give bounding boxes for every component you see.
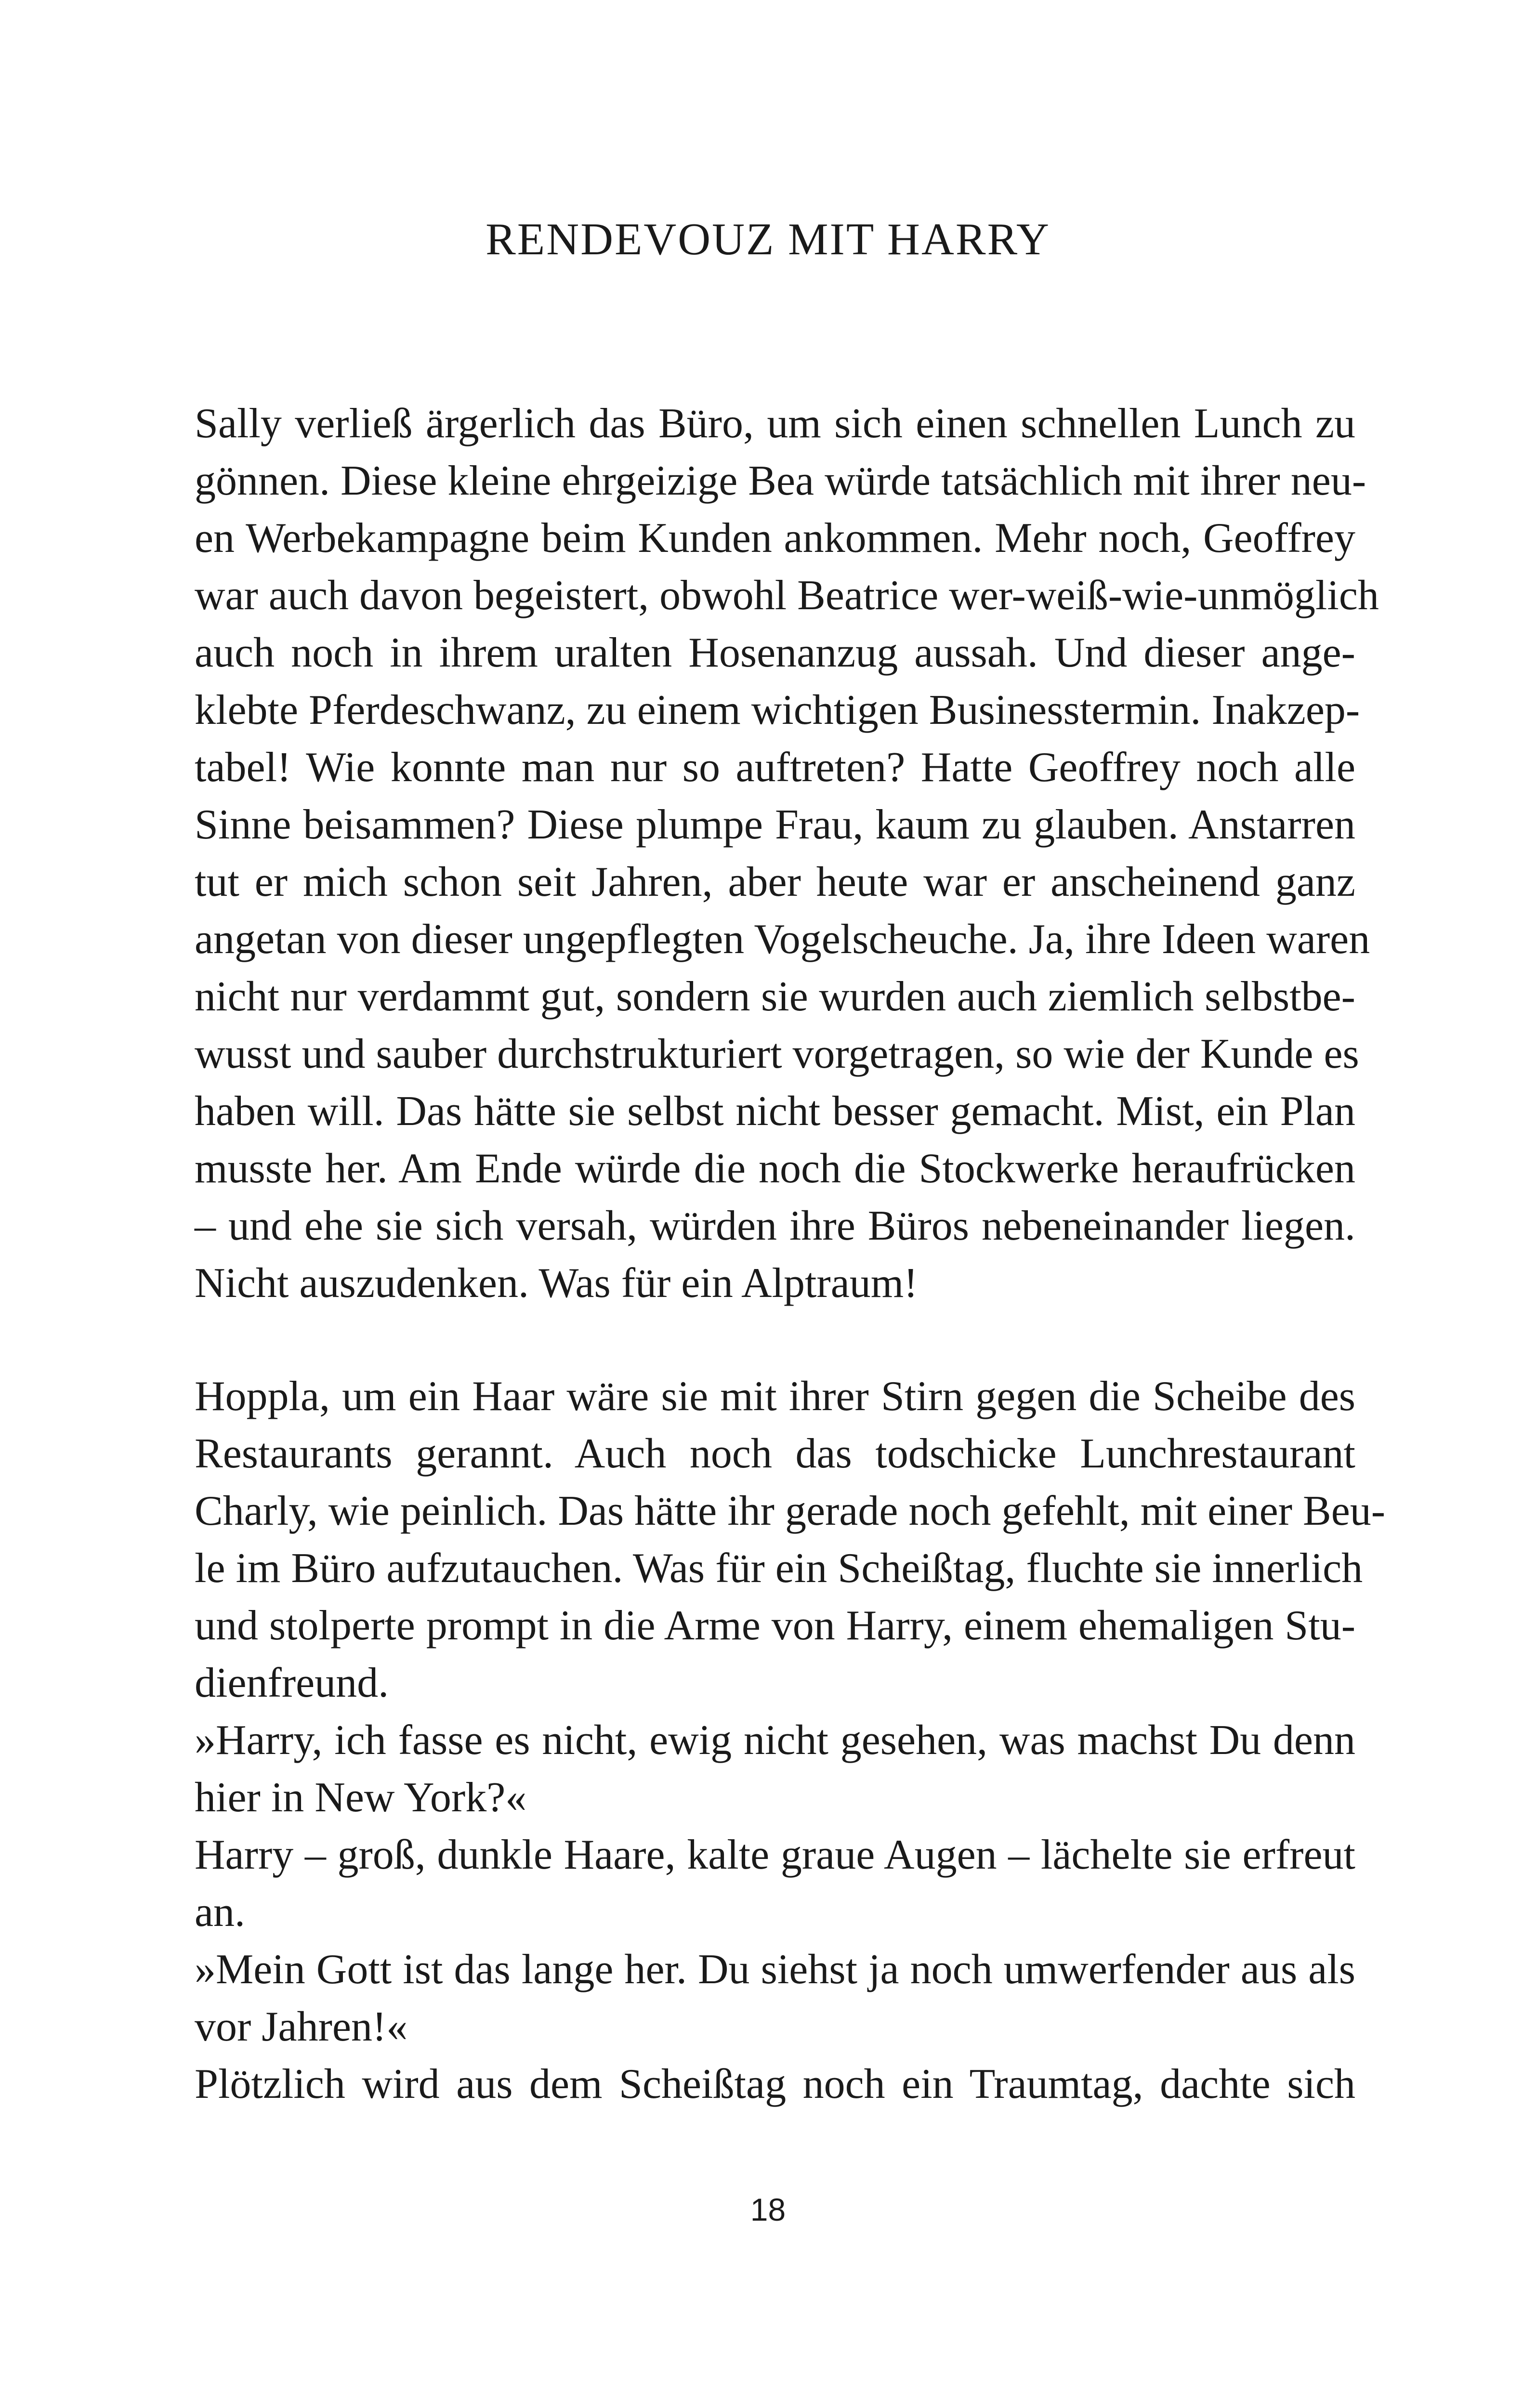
text-line: war auch davon begeistert, obwohl Beatrice wer-weiß-wie-unmöglich [195,572,1379,619]
paragraph-2 [195,1368,1386,2113]
text-line: en Werbekampagne beim Kunden ankommen. Mehr noch, Geoffrey [195,515,1355,562]
text-line: le im Büro aufzutauchen. Was für ein Scheißtag, fluchte sie innerlich [195,1545,1363,1592]
text-line: Sally verließ ärgerlich das Büro, um sich einen schnellen Lunch zu [195,400,1355,447]
text-line: »Mein Gott ist das lange her. Du siehst ja noch umwerfender aus als [195,1946,1355,1993]
text-line: klebte Pferdeschwanz, zu einem wichtigen Businesstermin. Inakzep- [195,687,1360,733]
text-line: vor Jahren!« [195,2003,408,2050]
text-line: musste her. Am Ende würde die noch die Stockwerke heraufrücken [195,1145,1355,1192]
text-line: tut er mich schon seit Jahren, aber heute war er anscheinend ganz [195,859,1355,905]
chapter-title: RENDEVOUZ MIT HARRY [486,214,1050,264]
text-line: wusst und sauber durchstrukturiert vorgetragen, so wie der Kunde es [195,1031,1359,1077]
text-line: nicht nur verdammt gut, sondern sie wurden auch ziemlich selbstbe- [195,973,1355,1020]
text-line: Harry – groß, dunkle Haare, kalte graue Augen – lächelte sie erfreut [195,1832,1355,1878]
text-line: hier in New York?« [195,1774,527,1821]
text-line: dienfreund. [195,1660,389,1706]
text-line: angetan von dieser ungepflegten Vogelscheuche. Ja, ihre Ideen waren [195,916,1370,963]
text-line: Charly, wie peinlich. Das hätte ihr gerade noch gefehlt, mit einer Beu- [195,1488,1386,1534]
text-line: Restaurants gerannt. Auch noch das todschicke Lunchrestaurant [195,1430,1355,1477]
page-number: 18 [750,2192,786,2227]
text-line: auch noch in ihrem uralten Hosenanzug aussah. Und dieser ange- [195,629,1355,676]
text-line: und stolperte prompt in die Arme von Harry, einem ehemaligen Stu- [195,1602,1355,1649]
text-line: Sinne beisammen? Diese plumpe Frau, kaum zu glauben. Anstarren [195,801,1355,848]
text-line: tabel! Wie konnte man nur so auftreten? Hatte Geoffrey noch alle [195,744,1355,791]
text-line: an. [195,1889,246,1936]
text-line: haben will. Das hätte sie selbst nicht besser gemacht. Mist, ein Plan [195,1088,1355,1135]
text-line: Plötzlich wird aus dem Scheißtag noch ein Traumtag, dachte sich [195,2061,1355,2107]
paragraph-1 [195,395,1379,1312]
text-line: – und ehe sie sich versah, würden ihre Büros nebeneinander liegen. [195,1203,1355,1249]
text-line: Hoppla, um ein Haar wäre sie mit ihrer Stirn gegen die Scheibe des [195,1373,1355,1420]
text-line: gönnen. Diese kleine ehrgeizige Bea würde tatsächlich mit ihrer neu- [195,458,1366,504]
text-line: »Harry, ich fasse es nicht, ewig nicht gesehen, was machst Du denn [195,1717,1355,1764]
text-line: Nicht auszudenken. Was für ein Alptraum! [195,1260,918,1307]
